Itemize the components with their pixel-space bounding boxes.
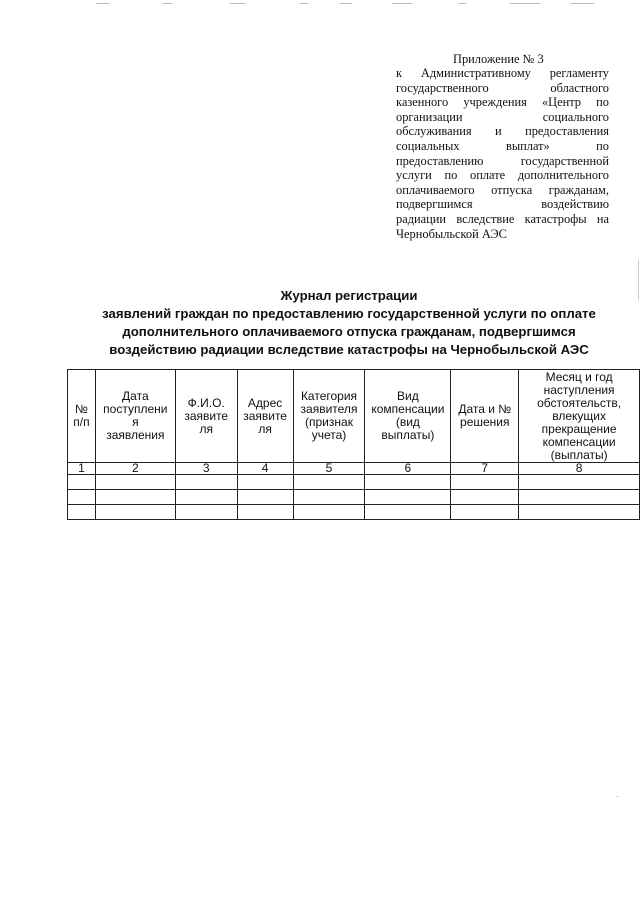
column-header-text: компенсации	[542, 434, 616, 449]
table-cell	[68, 505, 96, 520]
column-number: 2	[95, 463, 175, 475]
appendix-word: оплате	[470, 168, 506, 183]
appendix-word: Чернобыльской АЭС	[396, 226, 507, 241]
column-header-text: заявите	[184, 408, 229, 423]
table-header-row	[68, 370, 640, 463]
journal-title-line: заявлений граждан по предоставлению государственной услуги по оплате	[102, 306, 596, 321]
column-header-text: Дата и №	[458, 402, 512, 416]
table-cell	[175, 490, 237, 505]
column-header-text: я	[132, 415, 139, 429]
table-row	[68, 475, 640, 490]
column-header-text: поступлени	[103, 402, 168, 416]
column-header-text: Вид	[397, 389, 419, 403]
appendix-word: государственной	[520, 153, 609, 168]
table-cell	[365, 505, 451, 520]
column-header-text: заявите	[243, 408, 287, 423]
table-row	[68, 490, 640, 505]
table-cell	[175, 505, 237, 520]
appendix-word: обслуживания	[396, 124, 472, 139]
appendix-word: катастрофы	[524, 211, 587, 226]
column-header-text: заявления	[106, 428, 165, 442]
table-cell	[293, 505, 365, 520]
column-header	[519, 370, 640, 463]
appendix-line	[396, 227, 609, 242]
appendix-line	[396, 139, 609, 154]
table-cell	[365, 490, 451, 505]
appendix-word: выплат»	[505, 138, 550, 153]
column-header-text: решения	[460, 415, 510, 429]
column-header-text: Дата	[122, 389, 149, 403]
appendix-line	[396, 197, 609, 212]
appendix-word: предоставления	[525, 124, 609, 139]
appendix-block	[396, 66, 609, 241]
column-header-text: наступления	[543, 382, 615, 397]
column-header-text: обстоятельств,	[537, 395, 622, 410]
appendix-word: казенного	[396, 95, 449, 110]
table-cell	[519, 490, 640, 505]
appendix-title: Приложение № 3	[453, 52, 544, 66]
table-cell	[293, 475, 365, 490]
column-header-text: заявителя	[300, 402, 358, 416]
appendix-word: отпуска	[491, 182, 533, 197]
appendix-word: воздействию	[541, 197, 609, 212]
journal-title	[60, 287, 638, 359]
table-cell	[95, 505, 175, 520]
registration-table	[67, 369, 640, 520]
column-header-text: №	[75, 402, 88, 416]
table-cell	[519, 505, 640, 520]
appendix-word: дополнительного	[517, 168, 609, 183]
appendix-line	[396, 124, 609, 139]
appendix-word: услуги	[396, 168, 432, 183]
appendix-line	[396, 95, 609, 110]
column-header-text: Ф.И.О.	[187, 395, 225, 410]
column-header	[451, 370, 519, 463]
column-number: 8	[519, 463, 640, 475]
appendix-word: социального	[542, 109, 609, 124]
column-header-text: (вид	[395, 415, 420, 429]
appendix-word: радиации	[396, 211, 447, 226]
appendix-word: вследствие	[456, 211, 515, 226]
appendix-word: организации	[396, 109, 463, 124]
column-number: 1	[68, 463, 96, 475]
appendix-word: по	[596, 95, 609, 110]
table-cell	[68, 475, 96, 490]
column-header	[293, 370, 365, 463]
table-cell	[95, 475, 175, 490]
scan-speck	[617, 796, 618, 797]
column-number: 6	[365, 463, 451, 475]
table-cell	[365, 475, 451, 490]
table-row	[68, 505, 640, 520]
journal-title-heading: Журнал регистрации	[280, 288, 418, 303]
appendix-word: по	[444, 168, 458, 183]
table-cell	[237, 505, 293, 520]
column-number: 5	[293, 463, 365, 475]
column-header	[95, 370, 175, 463]
column-header	[237, 370, 293, 463]
column-header-text: п/п	[73, 415, 90, 429]
column-number-row	[68, 463, 640, 475]
column-header-text: выплаты)	[381, 428, 435, 442]
journal-title-line: воздействию радиации вследствие катастрофы на Чернобыльской АЭС	[109, 342, 589, 357]
column-header-text: (признак	[305, 415, 353, 429]
appendix-line	[396, 154, 609, 169]
column-header	[175, 370, 237, 463]
table-cell	[451, 505, 519, 520]
table-cell	[451, 490, 519, 505]
column-header	[68, 370, 96, 463]
appendix-word: на	[596, 211, 609, 226]
table-cell	[68, 490, 96, 505]
column-number: 4	[237, 463, 293, 475]
appendix-word: социальных	[396, 138, 460, 153]
appendix-word: Административному	[420, 66, 531, 80]
appendix-word: оплачиваемого	[396, 182, 475, 197]
column-header-text: компенсации	[371, 402, 445, 416]
scan-artifact-top	[0, 3, 640, 7]
appendix-word: областного	[550, 80, 609, 95]
column-number: 3	[175, 463, 237, 475]
column-header-text: Адрес	[247, 395, 283, 410]
table-cell	[519, 475, 640, 490]
column-header-text: Месяц и год	[545, 369, 613, 384]
appendix-word: и	[495, 124, 502, 139]
table-cell	[95, 490, 175, 505]
column-header	[365, 370, 451, 463]
column-header-text: влекущих	[552, 408, 606, 423]
table-cell	[237, 475, 293, 490]
appendix-line	[396, 168, 609, 183]
column-header-text: ля	[199, 421, 213, 436]
appendix-word: регламенту	[549, 66, 609, 80]
appendix-line	[396, 183, 609, 198]
column-header-text: ля	[258, 421, 272, 436]
table-cell	[451, 475, 519, 490]
appendix-word: государственного	[396, 80, 489, 95]
column-header-text: Категория	[300, 389, 358, 403]
appendix-line	[396, 212, 609, 227]
table-cell	[175, 475, 237, 490]
table-cell	[293, 490, 365, 505]
appendix-word: к	[396, 66, 403, 80]
column-number: 7	[451, 463, 519, 475]
appendix-line	[396, 66, 609, 81]
scan-artifact-edge	[638, 260, 639, 300]
appendix-word: гражданам,	[548, 182, 609, 197]
appendix-word: по	[596, 138, 609, 153]
appendix-word: учреждения	[463, 95, 527, 110]
appendix-line	[396, 81, 609, 96]
journal-title-line: дополнительного оплачиваемого отпуска гражданам, подвергшимся	[122, 324, 576, 339]
appendix-line	[396, 110, 609, 125]
appendix-word: подвергшимся	[396, 197, 473, 212]
appendix-word: «Центр	[541, 95, 581, 110]
column-header-text: (выплаты)	[550, 447, 608, 462]
table-cell	[237, 490, 293, 505]
column-header-text: прекращение	[541, 421, 617, 436]
column-header-text: учета)	[311, 428, 347, 442]
appendix-word: предоставлению	[396, 153, 484, 168]
